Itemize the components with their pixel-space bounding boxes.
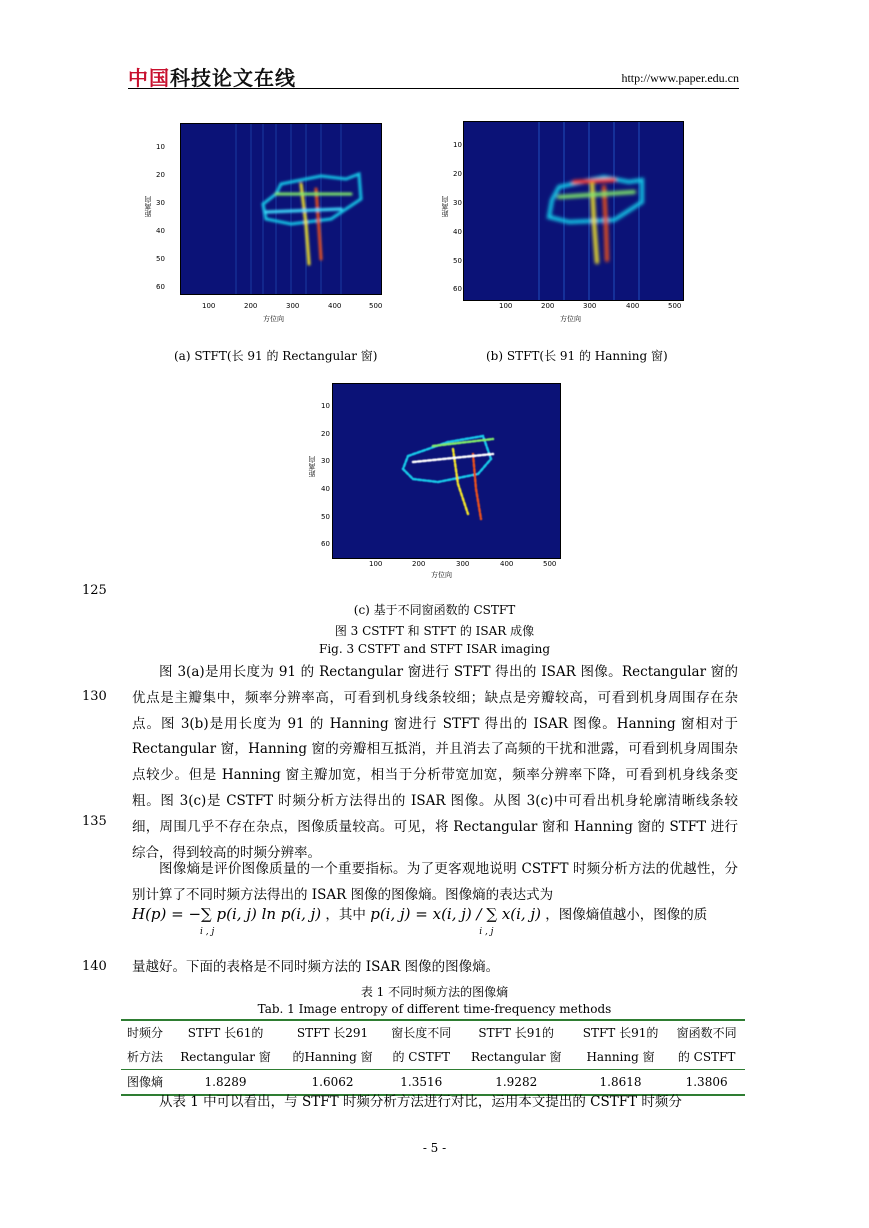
- table-cell: 的Hanning 窗: [292, 1050, 373, 1064]
- figure-b: [437, 118, 687, 328]
- isar-aircraft-a: [181, 124, 381, 294]
- figure-c: [303, 380, 565, 580]
- ytick: 60: [321, 540, 330, 548]
- x-axis-label: 方位向: [431, 571, 452, 579]
- entropy-formula: [132, 903, 738, 937]
- xtick: 100: [369, 560, 383, 568]
- table-cell: 1.6062: [282, 1070, 383, 1096]
- figure-a-caption: (a) STFT(长 91 的 Rectangular 窗): [174, 349, 378, 363]
- table-caption-en: Tab. 1 Image entropy of different time-frequency methods: [257, 1002, 612, 1016]
- ytick: 20: [321, 430, 330, 438]
- formula-subscript: i , j: [479, 927, 494, 937]
- paragraph: 量越好。下面的表格是不同时频方法的 ISAR 图像的图像熵。: [132, 959, 500, 975]
- header-rule: [128, 88, 739, 89]
- ytick: 20: [156, 171, 165, 179]
- paragraph: 从表 1 中可以看出，与 STFT 时频分析方法进行对比，运用本文提出的 CSTFT 时频分: [159, 1094, 682, 1110]
- table-cell: 1.3806: [668, 1070, 745, 1096]
- ytick: 50: [321, 513, 330, 521]
- xtick: 200: [412, 560, 426, 568]
- xtick: 200: [541, 302, 555, 310]
- table-cell: STFT 长291: [282, 1020, 383, 1045]
- table-cell: STFT 长61的: [169, 1020, 282, 1045]
- ytick: 40: [156, 227, 165, 235]
- y-axis-label: 距离向: [144, 196, 152, 217]
- table-header-row: [121, 1045, 745, 1070]
- page-number: - 5 -: [422, 1141, 447, 1155]
- figure-a: [140, 118, 390, 328]
- xtick: 400: [626, 302, 640, 310]
- table-cell: 窗函数不同: [668, 1020, 745, 1045]
- table-cell: 1.9282: [460, 1070, 573, 1096]
- xtick: 500: [369, 302, 383, 310]
- formula-connector: ，其中: [325, 907, 366, 923]
- ytick: 30: [453, 199, 462, 207]
- ytick: 20: [453, 170, 462, 178]
- xtick: 300: [286, 302, 300, 310]
- paragraph: 图像熵是评价图像质量的一个重要指标。为了更客观地说明 CSTFT 时频分析方法的优越性，分别计算了不同时频方法得出的 ISAR 图像的图像熵。图像熵的表达式为: [132, 861, 738, 903]
- figure-c-caption: (c) 基于不同窗函数的 CSTFT: [353, 603, 516, 617]
- isar-aircraft-b: [464, 122, 683, 300]
- y-axis-label: 距离向: [308, 456, 316, 477]
- xtick: 400: [328, 302, 342, 310]
- xtick: 300: [456, 560, 470, 568]
- table-cell: 1.8289: [169, 1070, 282, 1096]
- x-axis-label: 方位向: [263, 315, 284, 323]
- line-number: 125: [82, 583, 107, 598]
- table-cell: Hanning 窗: [586, 1050, 655, 1064]
- figure-caption-cn: 图 3 CSTFT 和 STFT 的 ISAR 成像: [334, 624, 535, 638]
- x-axis-label: 方位向: [560, 315, 581, 323]
- entropy-table: [121, 1019, 745, 1096]
- ytick: 60: [453, 285, 462, 293]
- ytick: 50: [156, 255, 165, 263]
- table-cell: 图像熵: [121, 1070, 169, 1096]
- isar-aircraft-c: [333, 384, 560, 558]
- xtick: 300: [583, 302, 597, 310]
- figure-caption-en: Fig. 3 CSTFT and STFT ISAR imaging: [319, 642, 550, 656]
- table-cell: 窗长度不同: [383, 1020, 460, 1045]
- table-cell: 时频分: [121, 1020, 169, 1045]
- xtick: 100: [202, 302, 216, 310]
- ytick: 10: [156, 143, 165, 151]
- ytick: 60: [156, 283, 165, 291]
- xtick: 200: [244, 302, 258, 310]
- formula-rhs: p(i, j) = x(i, j) ∕ ∑ x(i, j): [370, 905, 541, 923]
- table-cell: 1.3516: [383, 1070, 460, 1096]
- ytick: 40: [321, 485, 330, 493]
- table-cell: STFT 长91的: [573, 1020, 668, 1045]
- table-header-row: [121, 1020, 745, 1045]
- journal-logo: 中国科技论文在线: [128, 66, 296, 90]
- table-cell: 的 CSTFT: [677, 1050, 736, 1064]
- ytick: 30: [156, 199, 165, 207]
- table-cell: 1.8618: [573, 1070, 668, 1096]
- table-cell: Rectangular 窗: [470, 1050, 562, 1064]
- formula-tail: ，图像熵值越小，图像的质: [545, 907, 708, 923]
- table-cell: STFT 长91的: [460, 1020, 573, 1045]
- line-number: 130: [82, 689, 107, 704]
- line-number: 140: [82, 959, 107, 974]
- xtick: 500: [668, 302, 682, 310]
- xtick: 500: [543, 560, 557, 568]
- ytick: 10: [453, 141, 462, 149]
- xtick: 400: [500, 560, 514, 568]
- isar-image-a: [180, 123, 382, 295]
- ytick: 50: [453, 257, 462, 265]
- figure-b-caption: (b) STFT(长 91 的 Hanning 窗): [486, 349, 668, 363]
- header-url: http://www.paper.edu.cn: [621, 71, 739, 85]
- formula-lhs: H(p) = −∑ p(i, j) ln p(i, j): [132, 905, 322, 923]
- isar-image-b: [463, 121, 684, 301]
- table-cell: Rectangular 窗: [180, 1050, 271, 1064]
- formula-subscript: i , j: [200, 927, 215, 937]
- isar-image-c: [332, 383, 561, 559]
- line-number: 135: [82, 814, 107, 829]
- ytick: 40: [453, 228, 462, 236]
- y-axis-label: 距离向: [441, 196, 449, 217]
- table-caption-cn: 表 1 不同时频方法的图像熵: [360, 985, 509, 999]
- paragraph: 图 3(a)是用长度为 91 的 Rectangular 窗进行 STFT 得出的 ISAR 图像。Rectangular 窗的优点是主瓣集中，频率分辨率高，可看到机身线条较细；缺点是旁瓣较高，可看到机身周围存在杂点。图 3(b)是用长度为 91 的 Hanning 窗进行 STFT 得出的 ISAR 图像。Hanning 窗相对于 Rectangular 窗，Hanning 窗的旁瓣相互抵消，并且消去了高频的干扰和泄露，可看到机身周围杂点较少。但是 Hanning 窗主瓣加宽，相当于分析带宽加宽，频率分辨率下降，可看到机身线条变粗。图 3(c)是 CSTFT 时频分析方法得出的 ISAR 图像。从图 3(c)中可看出机身轮廓清晰线条较细，周围几乎不存在杂点，图像质量较高。可见，将 Rectangular 窗和 Hanning 窗的 STFT 进行综合，得到较高的时频分辨率。: [132, 664, 738, 861]
- ytick: 10: [321, 402, 330, 410]
- table-cell: 析方法: [126, 1050, 163, 1064]
- ytick: 30: [321, 457, 330, 465]
- table-cell: 的 CSTFT: [392, 1050, 451, 1064]
- xtick: 100: [499, 302, 513, 310]
